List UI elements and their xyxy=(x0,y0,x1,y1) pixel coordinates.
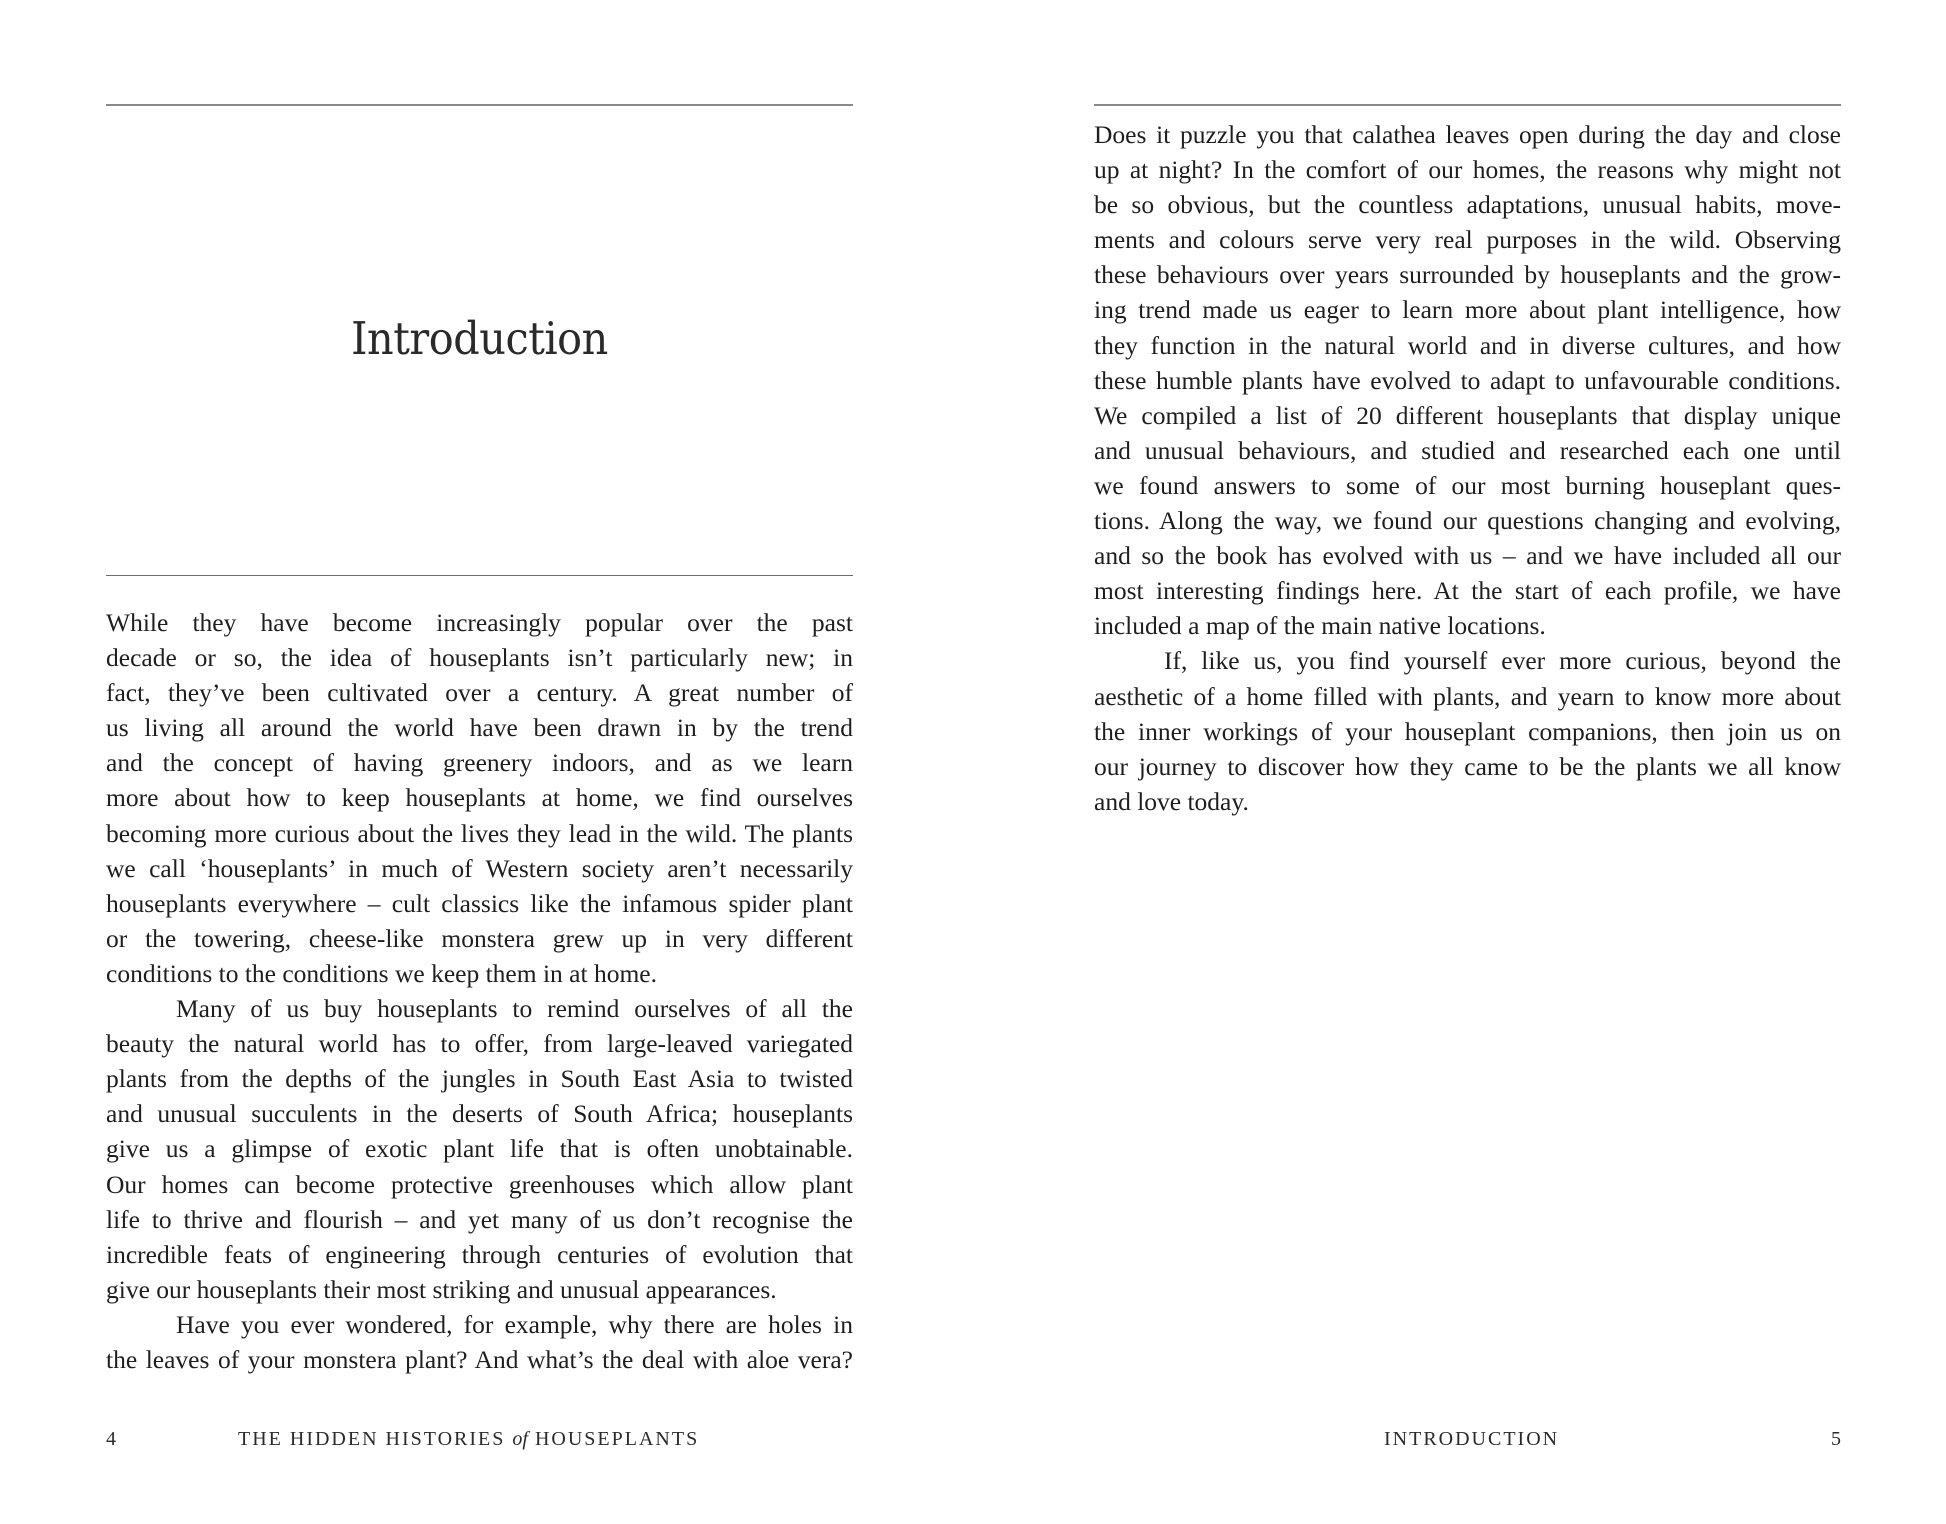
text-line: our journey to discover how they came to be the plants we all know xyxy=(1094,751,1841,781)
paragraph xyxy=(106,605,853,991)
running-head-book-title xyxy=(238,1428,699,1451)
text-line: these humble plants have evolved to adapt to unfavourable conditions. xyxy=(1094,365,1841,395)
text-line: Have you ever wondered, for example, why there are holes in xyxy=(176,1309,853,1339)
text-line: fact, they’ve been cultivated over a century. A great number of xyxy=(106,678,853,708)
text-line: more about how to keep houseplants at home, we find ourselves xyxy=(106,783,853,813)
paragraph xyxy=(1094,643,1841,818)
text-line: the leaves of your monstera plant? And what’s the deal with aloe vera? xyxy=(106,1344,853,1374)
text-line: life to thrive and flourish – and yet many of us don’t recognise the xyxy=(106,1204,853,1234)
top-rule xyxy=(1094,104,1841,106)
title-bottom-rule xyxy=(106,575,853,576)
page-number-left: 4 xyxy=(106,1428,116,1450)
running-head-pre: THE HIDDEN HISTORIES xyxy=(238,1428,513,1450)
text-line: included a map of the main native locations. xyxy=(1094,611,1546,641)
text-line: they function in the natural world and in diverse cultures, and how xyxy=(1094,330,1841,360)
text-line: decade or so, the idea of houseplants isn’t particularly new; in xyxy=(106,643,853,673)
text-line: If, like us, you find yourself ever more curious, beyond the xyxy=(1164,646,1841,676)
text-line: we call ‘houseplants’ in much of Western society aren’t necessarily xyxy=(106,853,853,883)
text-line: the inner workings of your houseplant companions, then join us on xyxy=(1094,716,1841,746)
text-line: tions. Along the way, we found our questions changing and evolving, xyxy=(1094,506,1841,536)
text-line: Does it puzzle you that calathea leaves open during the day and close xyxy=(1094,120,1841,149)
text-line: Our homes can become protective greenhouses which allow plant xyxy=(106,1169,853,1199)
text-line: and the concept of having greenery indoors, and as we learn xyxy=(106,748,853,778)
right-body-text xyxy=(1094,117,1841,819)
text-line: us living all around the world have been drawn in by the trend xyxy=(106,713,853,743)
text-line: we found answers to some of our most burning houseplant ques- xyxy=(1094,470,1841,500)
top-rule xyxy=(106,104,853,106)
left-body-text xyxy=(106,605,853,1377)
text-line: or the towering, cheese-like monstera grew up in very different xyxy=(106,923,853,953)
text-line: houseplants everywhere – cult classics like the infamous spider plant xyxy=(106,888,853,918)
text-line: and so the book has evolved with us – and we have included all our xyxy=(1094,541,1841,571)
running-head-post: HOUSEPLANTS xyxy=(527,1428,700,1450)
text-line: We compiled a list of 20 different houseplants that display unique xyxy=(1094,400,1841,430)
text-line: Many of us buy houseplants to remind ourselves of all the xyxy=(176,994,853,1024)
text-line: up at night? In the comfort of our homes, the reasons why might not xyxy=(1094,155,1841,185)
text-line: conditions to the conditions we keep them in at home. xyxy=(106,958,657,988)
paragraph xyxy=(106,1307,853,1377)
running-head-italic: of xyxy=(512,1428,528,1450)
text-line: While they have become increasingly popular over the past xyxy=(106,608,853,637)
text-line: becoming more curious about the lives they lead in the wild. The plants xyxy=(106,818,853,848)
page-number-right: 5 xyxy=(1831,1428,1841,1450)
text-line: give our houseplants their most striking and unusual appearances. xyxy=(106,1274,777,1304)
chapter-title: Introduction xyxy=(351,312,608,365)
text-line: plants from the depths of the jungles in South East Asia to twisted xyxy=(106,1064,853,1094)
text-line: these behaviours over years surrounded by houseplants and the grow- xyxy=(1094,260,1841,290)
text-line: beauty the natural world has to offer, from large-leaved variegated xyxy=(106,1029,853,1059)
text-line: incredible feats of engineering through centuries of evolution that xyxy=(106,1239,853,1269)
text-line: and love today. xyxy=(1094,786,1249,816)
text-line: and unusual behaviours, and studied and researched each one until xyxy=(1094,435,1841,465)
paragraph xyxy=(1094,117,1841,643)
paragraph xyxy=(106,991,853,1307)
text-line: ing trend made us eager to learn more about plant intelligence, how xyxy=(1094,295,1841,325)
text-line: aesthetic of a home filled with plants, and yearn to know more about xyxy=(1094,681,1841,711)
text-line: be so obvious, but the countless adaptations, unusual habits, move- xyxy=(1094,190,1841,220)
text-line: most interesting findings here. At the start of each profile, we have xyxy=(1094,576,1841,606)
text-line: give us a glimpse of exotic plant life that is often unobtainable. xyxy=(106,1134,853,1164)
running-head-chapter: INTRODUCTION xyxy=(1384,1428,1560,1450)
text-line: and unusual succulents in the deserts of South Africa; houseplants xyxy=(106,1099,853,1129)
text-line: ments and colours serve very real purposes in the wild. Observing xyxy=(1094,225,1841,255)
right-page xyxy=(973,0,1946,1524)
